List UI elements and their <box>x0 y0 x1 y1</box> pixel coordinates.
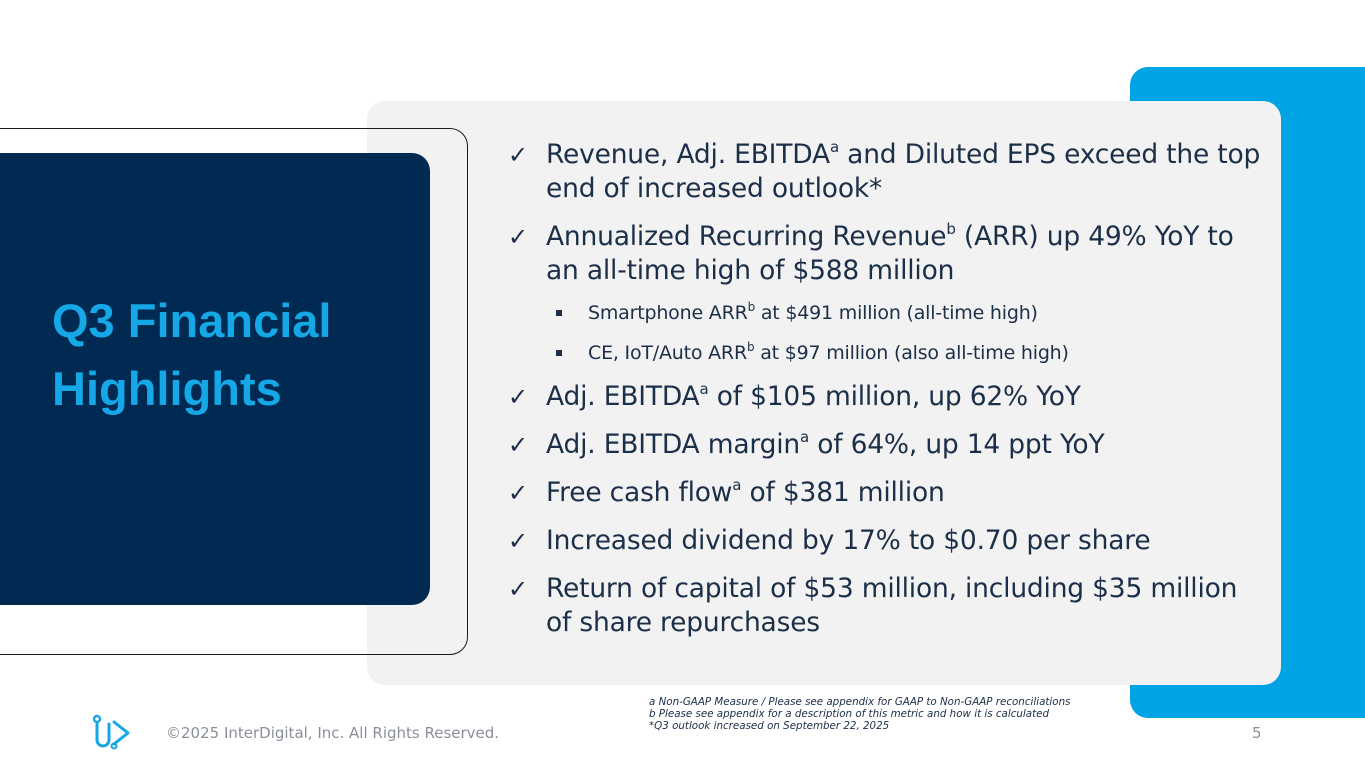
square-bullet-icon <box>556 350 562 356</box>
checkmark-icon: ✓ <box>508 527 529 555</box>
interdigital-logo-icon <box>92 714 134 750</box>
sub-bullet-ce-iot: CE, IoT/Auto ARR$^b$ at $97 million (also all-time high) <box>556 340 1268 366</box>
checkmark-icon: ✓ <box>508 431 529 459</box>
bullet-ebitda: ✓ Adj. EBITDA$^a$ of $105 million, up 62% YoY <box>508 380 1081 412</box>
checkmark-icon: ✓ <box>508 479 529 507</box>
footnote-outlook: *Q3 outlook increased on September 22, 2025 <box>649 720 890 732</box>
title-line-2: Highlights <box>52 362 282 415</box>
checkmark-icon: ✓ <box>508 383 529 411</box>
title-line-1: Q3 Financial <box>52 294 332 347</box>
copyright-text: ©2025 InterDigital, Inc. All Rights Reserved. <box>166 724 500 742</box>
bullet-free-cash-flow: ✓ Free cash flow$^a$ of $381 million <box>508 476 945 508</box>
footnote-a: a Non-GAAP Measure / Please see appendix for GAAP to Non-GAAP reconciliations <box>649 696 1071 708</box>
bullet-ebitda-margin: ✓ Adj. EBITDA margin$^a$ of 64%, up 14 ppt YoY <box>508 428 1105 460</box>
highlights-list <box>508 138 1268 640</box>
bullet-revenue: ✓ Revenue, Adj. EBITDA$^a$ and Diluted EPS exceed the top end of increased outlook* <box>508 138 1261 204</box>
footnotes <box>649 696 1119 732</box>
sub-bullet-smartphone: Smartphone ARR$^b$ at $491 million (all-time high) <box>556 300 1268 326</box>
slide-title <box>52 287 412 423</box>
bullet-dividend: ✓ Increased dividend by 17% to $0.70 per share <box>508 525 1151 556</box>
checkmark-icon: ✓ <box>508 223 529 251</box>
bullet-arr: ✓ Annualized Recurring Revenue$^b$ (ARR) up 49% YoY to an all-time high of $588 million <box>508 220 1234 286</box>
checkmark-icon: ✓ <box>508 141 529 169</box>
page-number: 5 <box>1252 724 1262 742</box>
footnote-b: b Please see appendix for a description of this metric and how it is calculated <box>649 708 1049 720</box>
checkmark-icon: ✓ <box>508 575 529 603</box>
square-bullet-icon <box>556 310 562 316</box>
bullet-return-of-capital: ✓ Return of capital of $53 million, including $35 million of share repurchases <box>508 573 1238 638</box>
